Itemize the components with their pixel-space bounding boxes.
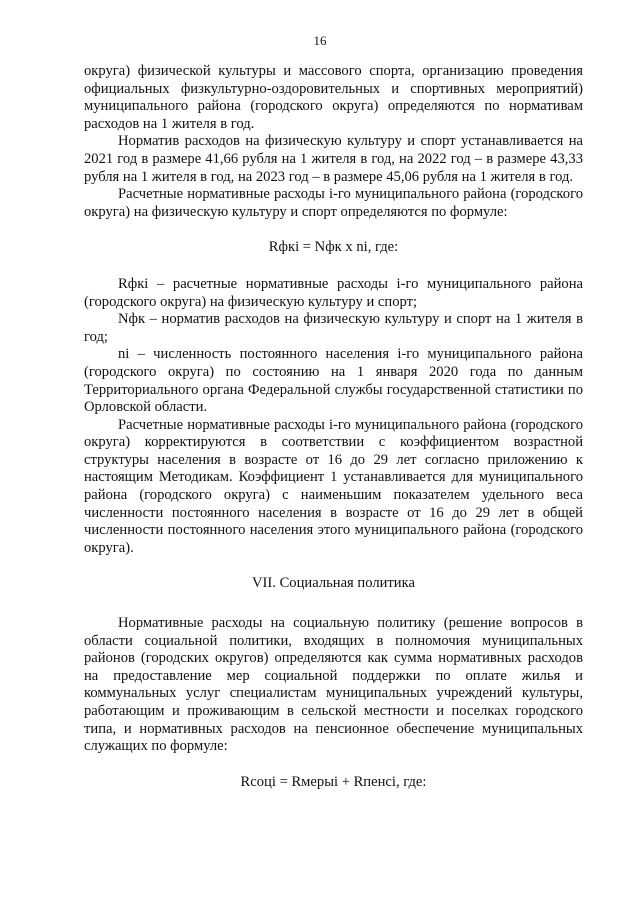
- paragraph-age-coefficient: Расчетные нормативные расходы i-го муниципального района (городского округа) корректируются в соответствии с коэффициентом возрастной структуры населения в возрасте от 16 до 29 лет согласно приложению к настоящим Методикам. Коэффициент 1 устанавливается для муниципального района (городского округа) с наименьшим показателем удельного веса численности постоянного населения в возрасте от 16 до 29 лет в общей численности постоянного населения этого муниципального района (городского округа).: [84, 416, 583, 556]
- formula-social: Rсоцi = Rмерыi + Rпенсi, где:: [240, 773, 427, 790]
- paragraph-continuation: округа) физической культуры и массового спорта, организацию проведения официальных физкультурно-оздоровительных и спортивных мероприятий) муниципального района (городского округа) определяются по нормативам расходов на 1 жителя в год.: [84, 63, 583, 132]
- document-body: [84, 63, 583, 810]
- definition-nfk: Nфк – норматив расходов на физическую культуру и спорт на 1 жителя в год;: [84, 311, 583, 345]
- definition-rfk: Rфкi – расчетные нормативные расходы i-го муниципального района (городского округа) на физическую культуру и спорт;: [84, 275, 583, 310]
- definition-ni: ni – численность постоянного населения i-го муниципального района (городского округа) по состоянию на 1 января 2020 года по данным Территориального органа Федеральной службы государственной статистики по Орловской области.: [84, 346, 583, 416]
- section-heading: VII. Социальная политика: [252, 575, 415, 592]
- page-number: 16: [313, 33, 327, 48]
- paragraph-formula-intro: Расчетные нормативные расходы i-го муниципального района (городского округа) на физическую культуру и спорт определяются по формуле:: [84, 186, 583, 220]
- paragraph-social-policy: Нормативные расходы на социальную политику (решение вопросов в области социальной политики, входящих в полномочия муниципальных районов (городских округов) определяются как сумма нормативных расходов на предоставление мер социальной поддержки по оплате жилья и коммунальных услуг специалистам муниципальных учреждений культуры, работающим и проживающим в сельской местности и поселках городского типа, и нормативных расходов на пенсионное обеспечение муниципальных служащих по формуле:: [84, 615, 583, 755]
- formula-sport: Rфкi = Nфк x ni, где:: [268, 239, 399, 256]
- paragraph-sport-norm: Норматив расходов на физическую культуру и спорт устанавливается на 2021 год в размере 41,66 рубля на 1 жителя в год, на 2022 год – в размере 43,33 рубля на 1 жителя в год, на 2023 год – в размере 45,06 рубля на 1 жителя в год.: [84, 133, 583, 185]
